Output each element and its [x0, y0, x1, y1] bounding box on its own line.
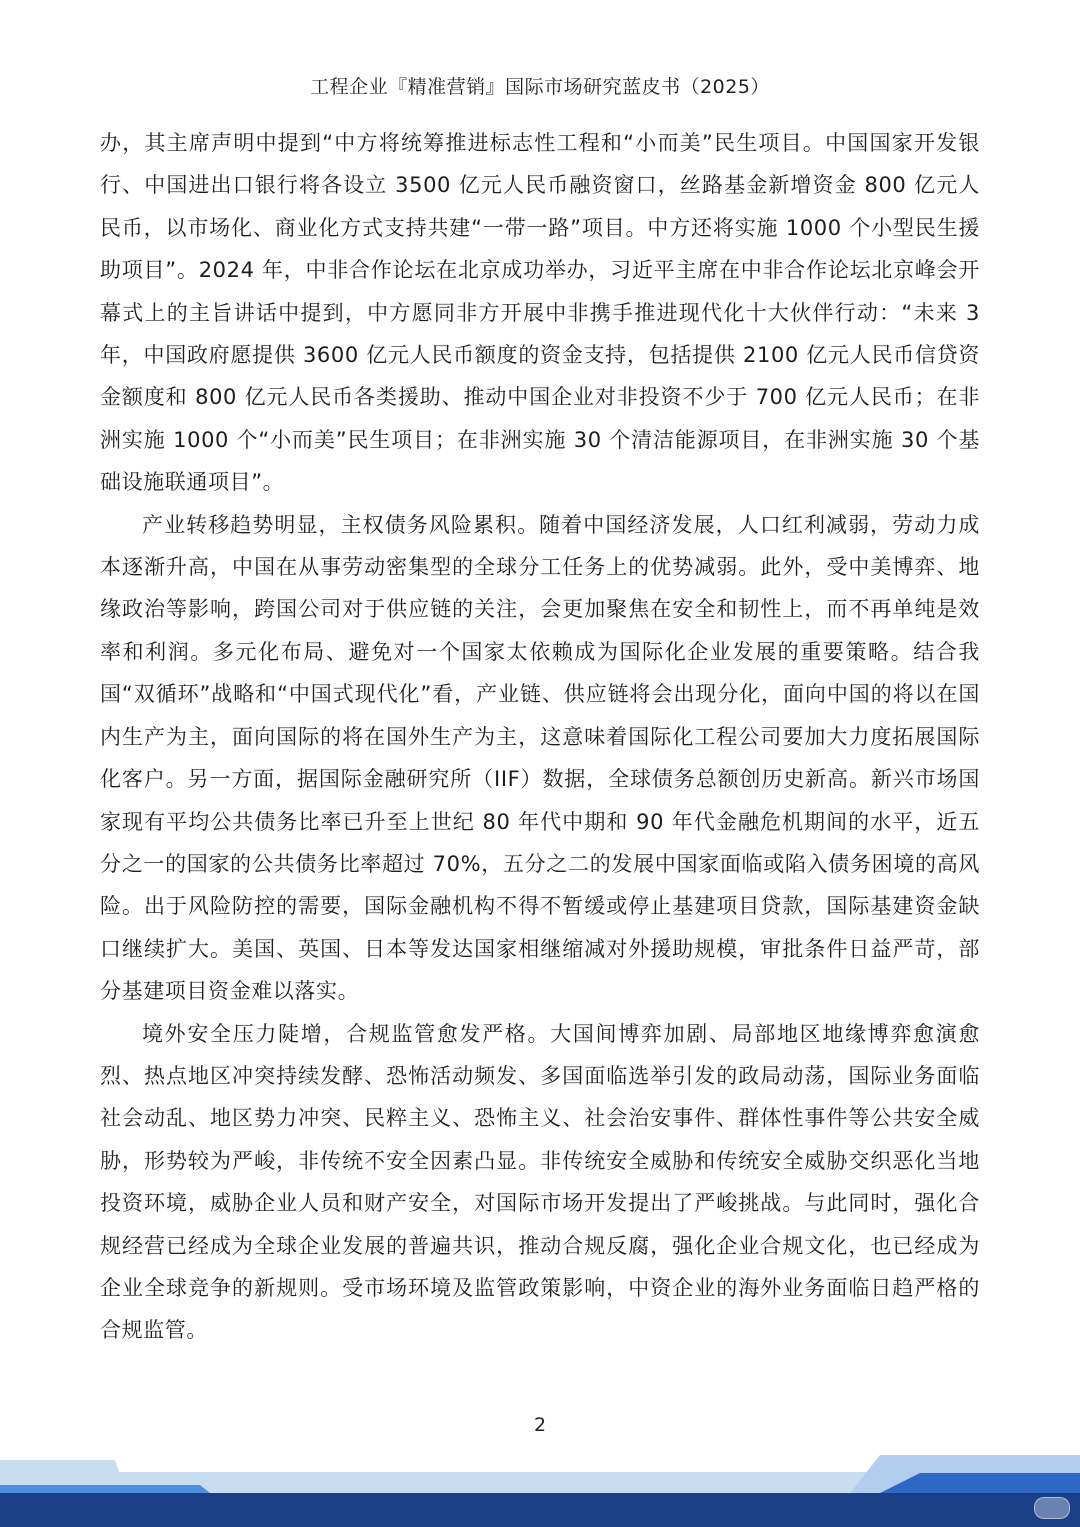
- footer-decorative-band: [0, 1455, 1080, 1527]
- document-body: [100, 122, 980, 1352]
- body-paragraph-continued: 办，其主席声明中提到“中方将统筹推进标志性工程和“小而美”民生项目。中国国家开发银行、中国进出口银行将各设立 3500 亿元人民币融资窗口，丝路基金新增资金 800 亿元人民币，以市场化、商业化方式支持共建“一带一路”项目。中方还将实施 1000 个小型民生援助项目”。2024 年，中非合作论坛在北京成功举办，习近平主席在中非合作论坛北京峰会开幕式上的主旨讲话中提到，中方愿同非方开展中非携手推进现代化十大伙伴行动：“未来 3 年，中国政府愿提供 3600 亿元人民币额度的资金支持，包括提供 2100 亿元人民币信贷资金额度和 800 亿元人民币各类援助、推动中国企业对非投资不少于 700 亿元人民币；在非洲实施 1000 个“小而美”民生项目；在非洲实施 30 个清洁能源项目，在非洲实施 30 个基础设施联通项目”。: [100, 131, 980, 495]
- body-paragraph-industry-transfer: 产业转移趋势明显，主权债务风险累积。随着中国经济发展，人口红利减弱，劳动力成本逐渐升高，中国在从事劳动密集型的全球分工任务上的优势减弱。此外，受中美博弈、地缘政治等影响，跨国公司对于供应链的关注，会更加聚焦在安全和韧性上，而不再单纯是效率和利润。多元化布局、避免对一个国家太依赖成为国际化企业发展的重要策略。结合我国“双循环”战略和“中国式现代化”看，产业链、供应链将会出现分化，面向中国的将以在国内生产为主，面向国际的将在国外生产为主，这意味着国际化工程公司要加大力度拓展国际化客户。另一方面，据国际金融研究所（IIF）数据，全球债务总额创历史新高。新兴市场国家现有平均公共债务比率已升至上世纪 80 年代中期和 90 年代金融危机期间的水平，近五分之一的国家的公共债务比率超过 70%，五分之二的发展中国家面临或陷入债务困境的高风险。出于风险防控的需要，国际金融机构不得不暂缓或停止基建项目贷款，国际基建资金缺口继续扩大。美国、英国、日本等发达国家相继缩减对外援助规模，审批条件日益严苛，部分基建项目资金难以落实。: [100, 512, 980, 1004]
- footer-band-blue-left: [0, 1485, 210, 1493]
- body-paragraph-overseas-security: 境外安全压力陡增，合规监管愈发严格。大国间博弈加剧、局部地区地缘博弈愈演愈烈、热点地区冲突持续发酵、恐怖活动频发、多国面临选举引发的政局动荡，国际业务面临社会动乱、地区势力冲突、民粹主义、恐怖主义、社会治安事件、群体性事件等公共安全威胁，形势较为严峻，非传统不安全因素凸显。非传统安全威胁和传统安全威胁交织恶化当地投资环境，威胁企业人员和财产安全，对国际市场开发提出了严峻挑战。与此同时，强化合规经营已经成为全球企业发展的普遍共识，推动合规反腐，强化企业合规文化，也已经成为企业全球竞争的新规则。受市场环境及监管政策影响，中资企业的海外业务面临日趋严格的合规监管。: [100, 1021, 980, 1343]
- page-number: 2: [533, 1414, 547, 1436]
- watermark-badge: [1034, 1497, 1070, 1519]
- footer-band-navy-bottom: [0, 1493, 1080, 1527]
- document-header-title: 工程企业『精准营销』国际市场研究蓝皮书（2025）: [310, 76, 770, 98]
